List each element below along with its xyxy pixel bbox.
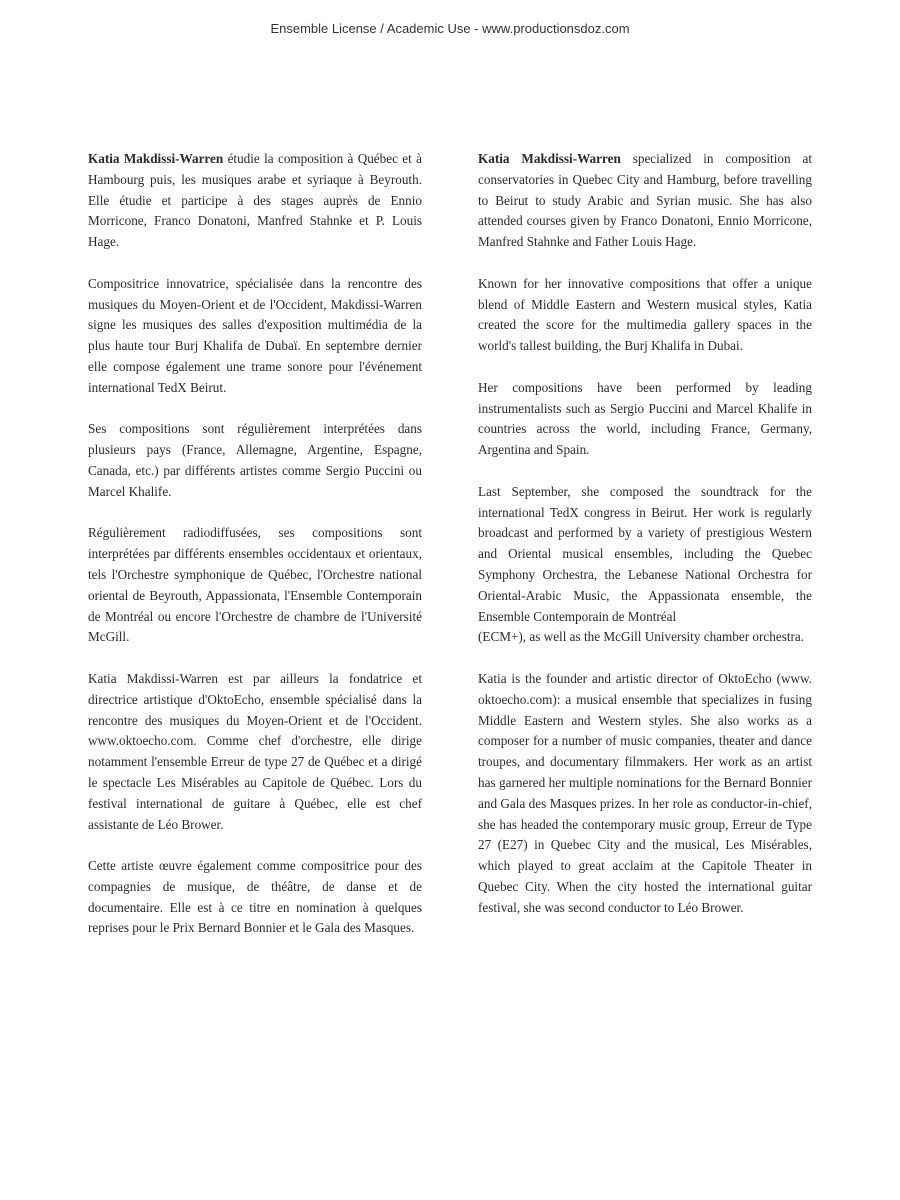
fr-paragraph-innovation: Compositrice innovatrice, spécialisée dans la rencontre des musiques du Moyen-Orient et de l'Occident, Makdissi-Warren signe les musiques des salles d'exposition multimédia de la plus haute tour Burj Khalifa de Dubaï. En septembre dernier elle compose également une trame sonore pour l'événement international TedX Beirut.: [88, 275, 422, 395]
license-header: Ensemble License / Academic Use - www.productionsdoz.com: [270, 21, 630, 36]
fr-paragraph-ensembles: Régulièrement radiodiffusées, ses compositions sont interprétées par différents ensembles occidentaux et orientaux, tels l'Orchestre symphonique de Québec, l'Orchestre national oriental de Beyrouth, Appassionata, l'Ensemble Contemporain de Montréal ou encore l'Orchestre de chambre de l'Université McGill.: [88, 525, 422, 645]
en-paragraph-ensembles-cont: (ECM+), as well as the McGill University chamber orchestra.: [478, 629, 805, 645]
fr-paragraph-performers: Ses compositions sont régulièrement interprétées dans plusieurs pays (France, Allemagne, Argentine, Espagne, Canada, etc.) par différents artistes comme Sergio Puccini ou Marcel Khalife.: [88, 421, 422, 499]
fr-paragraph-companies: Cette artiste œuvre également comme compositrice pour des compagnies de musique, de théâtre, de danse et de documentaire. Elle est à ce titre en nomination à quelques reprises pour le Prix Bernard Bonnier et le Gala des Masques.: [88, 858, 422, 936]
fr-paragraph-intro: [88, 149, 422, 253]
en-paragraph-intro: [478, 149, 812, 253]
en-intro-text: specialized in composition at conservatories in Quebec City and Hamburg, before travelling to Beirut to study Arabic and Syrian music. She has also attended courses given by Franco Donatoni, Ennio Morricone, Manfred Stahnke and Father Louis Hage.: [478, 151, 812, 250]
english-biography-column: [478, 149, 812, 939]
en-paragraph-ensembles: Last September, she composed the soundtrack for the international TedX congress in Beirut. Her work is regularly broadcast and performed by a variety of prestigious Western and Oriental musical ensembles, including the Quebec Symphony Orchestra, the Lebanese National Orchestra for Oriental-Arabic Music, the Appassionata ensemble, the Ensemble Contemporain de Montréal: [478, 483, 812, 624]
en-composer-name: Katia Makdissi-Warren: [478, 151, 621, 166]
fr-composer-name: Katia Makdissi-Warren: [88, 151, 224, 166]
en-paragraph-performers: Her compositions have been performed by leading instrumentalists such as Sergio Puccini and Marcel Khalife in countries across the world, including France, Germany, Argentina and Spain.: [478, 379, 812, 458]
french-biography-column: [88, 149, 422, 960]
fr-paragraph-oktoecho: Katia Makdissi-Warren est par ailleurs la fondatrice et directrice artistique d'OktoEcho, ensemble spécialisé dans la rencontre des musiques du Moyen-Orient et de l'Occident. www.oktoecho.com. Comme chef d'orchestre, elle dirige notamment l'ensemble Erreur de type 27 de Québec et a dirigé le spectacle Les Misérables au Capitole de Québec. Lors du festival international de guitare à Québec, elle est chef assistante de Léo Brower.: [88, 670, 422, 832]
en-paragraph-innovation: Known for her innovative compositions that offer a unique blend of Middle Eastern and Western musical styles, Katia created the score for the multimedia gallery spaces in the world's tallest building, the Burj Khalifa in Dubai.: [478, 275, 812, 354]
en-paragraph-oktoecho: Katia is the founder and artistic director of OktoEcho (www. oktoecho.com): a musical ensemble that specializes in fusing Middle Eastern and Western styles. She also works as a composer for a number of music companies, theater and dance troupes, and documentary filmmakers. Her work as an artist has garnered her multiple nominations for the Bernard Bonnier and Gala des Masques prizes. In her role as conductor-in-chief, she has headed the contemporary music group, Erreur de Type 27 (E27) in Quebec City and the musical, Les Misérables, which played to great acclaim at the Capitole Theater in Quebec City. When the city hosted the international guitar festival, she was second conductor to Léo Brower.: [478, 670, 812, 915]
fr-intro-text: étudie la composition à Québec et à Hambourg puis, les musiques arabe et syriaque à Beyrouth. Elle étudie et participe à des stages auprès de Ennio Morricone, Franco Donatoni, Manfred Stahnke et P. Louis Hage.: [88, 151, 422, 250]
